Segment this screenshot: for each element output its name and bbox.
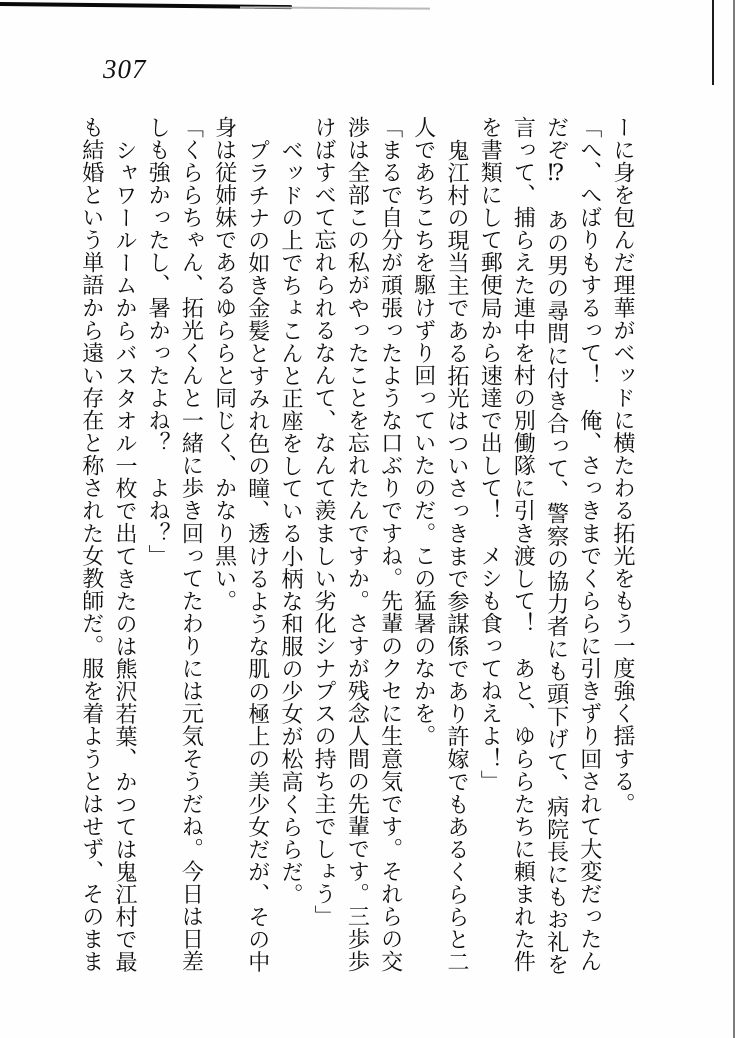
page-edge-line — [733, 0, 735, 1038]
vertical-text-area — [76, 116, 640, 1001]
text-column-12: プラチナの如き金髪とすみれ色の瞳、透けるような肌の極上の美少女だが、その中 — [245, 138, 271, 973]
text-column-10: けばすべて忘れられるなんて、なんて羨ましい劣化シナプスの持ち主でしょう」 — [312, 116, 338, 928]
text-column-15: しも強かったし、暑かったよね？ よね？」 — [146, 116, 172, 567]
text-column-8: 「まるで自分が頑張ったような口ぶりですね。先輩のクセに生意気です。それらの交 — [378, 116, 404, 973]
text-column-6: 鬼江村の現当主である拓光はついさっきまで参謀係であり許嫁でもあるくららと二 — [444, 138, 470, 973]
text-column-9: 渉は全部この私がやったことを忘れたんですか。さすが残念人間の先輩です。三歩歩 — [345, 116, 371, 973]
text-column-13: 身は従姉妹であるゆららと同じく、かなり黒い。 — [212, 116, 238, 613]
text-column-7: 人であちこちを駆けずり回っていたのだ。この猛暑のなかを。 — [411, 116, 437, 748]
text-column-4: 言って、捕らえた連中を村の別働隊に引き渡して！ あと、ゆららたちに頼まれた件 — [511, 116, 537, 973]
text-column-11: ベッドの上でちょこんと正座をしている小柄な和服の少女が松高くららだ。 — [278, 138, 304, 906]
text-column-2: 「へ、へばりもするって！ 俺、さっきまでくららに引きずり回されて大変だったん — [577, 116, 603, 973]
scan-artifact-top-tail — [240, 6, 430, 9]
text-column-5: を書類にして郵便局から速達で出して！ メシも食ってねえよ！」 — [478, 116, 504, 793]
text-column-16: シャワールームからバスタオル一枚で出てきたのは熊沢若葉、かつては鬼江村で最 — [112, 138, 138, 973]
text-column-3: だぞ⁉ あの男の尋問に付き合って、警察の協力者にも頭下げて、病院長にもお礼を — [544, 116, 570, 976]
page-number: 307 — [103, 54, 147, 84]
text-column-14: 「くららちゃん、拓光くんと一緒に歩き回ってたわりには元気そうだね。今日は日差 — [179, 116, 205, 973]
text-column-1: ーに身を包んだ理華がベッドに横たわる拓光をもう一度強く揺する。 — [611, 116, 636, 816]
scan-artifact-right-line — [712, 0, 714, 85]
text-column-17: も結婚という単語から遠い存在と称された女教師だ。服を着ようとはせず、そのまま — [79, 116, 105, 973]
